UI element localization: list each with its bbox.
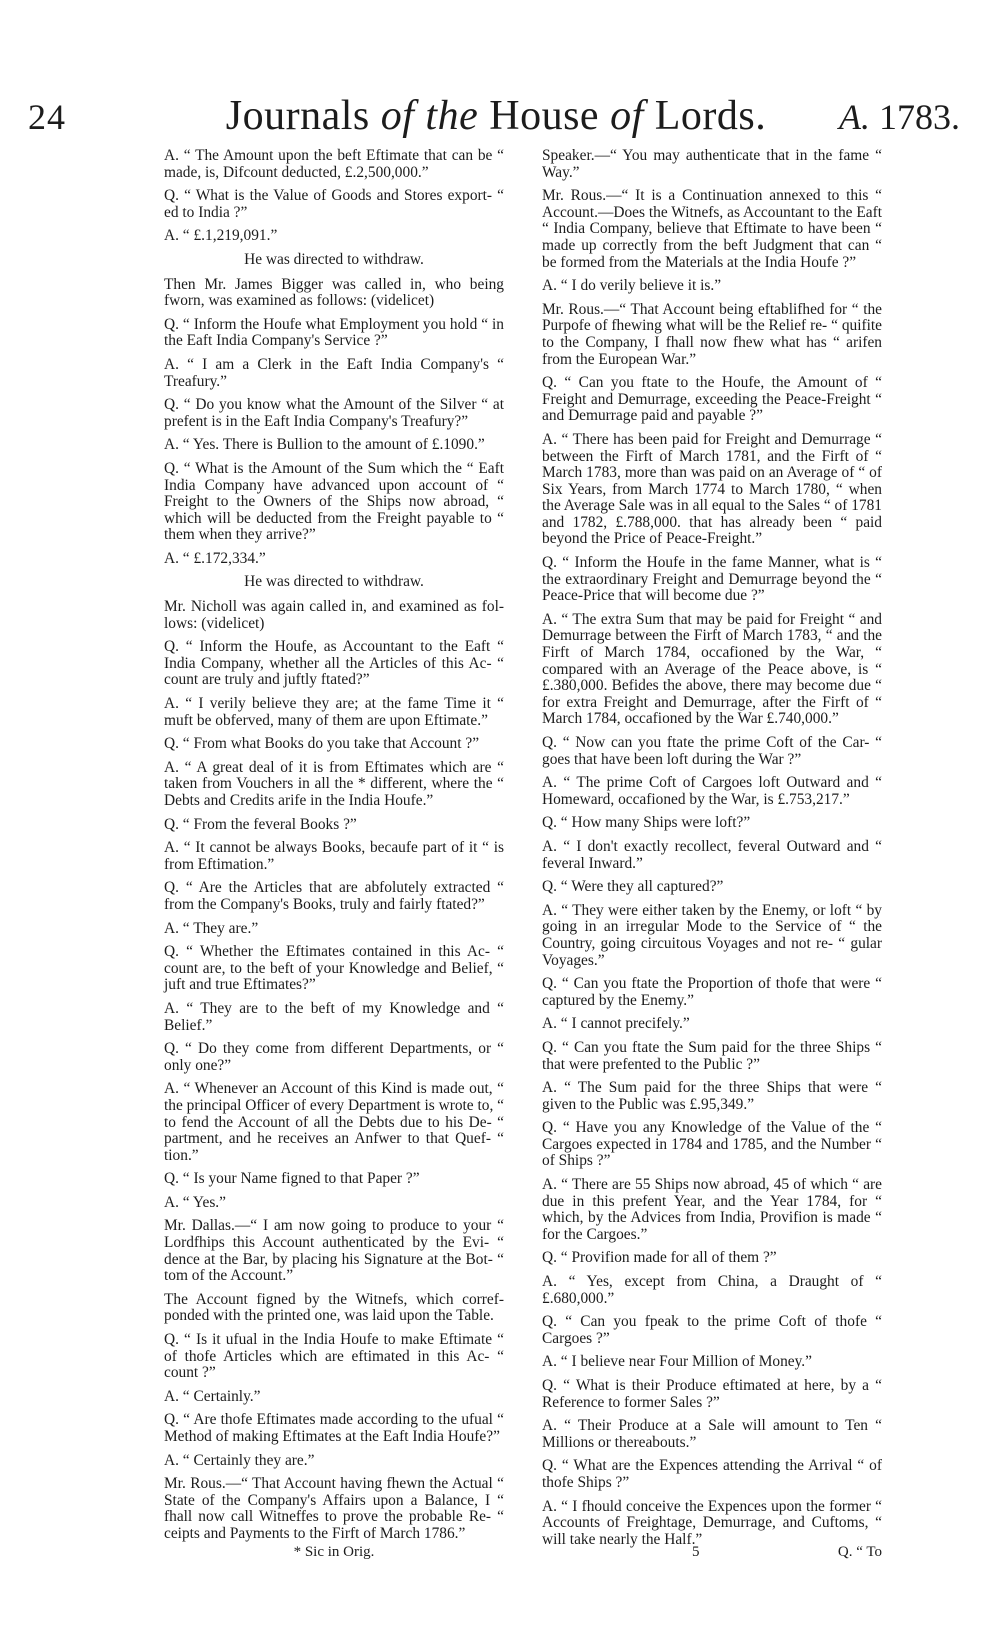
paragraph: Q. “ Do you know what the Amount of the Silver “ at prefent is in the Eaft India Company's Treafury?” bbox=[164, 396, 504, 430]
paragraph: A. “ Yes, except from China, a Draught of “ £.680,000.” bbox=[542, 1273, 882, 1307]
paragraph: Speaker.—“ You may authenticate that in the fame “ Way.” bbox=[542, 147, 882, 181]
page-foot-right bbox=[542, 1544, 882, 1561]
paragraph: Q. “ Can you ftate the Sum paid for the three Ships “ that were prefented to the Public ?” bbox=[542, 1038, 882, 1073]
paragraph: A. “ The extra Sum that may be paid for Freight “ and Demurrage between the Firft of March 1783, “ and the Firft of March 1784, occafioned by the War, “ compared with an Average of the Peace above, is “ £.380,000. Befides the above, there may become due “ for extra Freight and Demurrage, after the Firft of “ March 1784, occafioned by the War £.740,000.” bbox=[542, 610, 882, 728]
title-word-lords: Lords. bbox=[654, 93, 767, 139]
paragraph: Q. “ Is your Name figned to that Paper ?” bbox=[164, 1170, 420, 1188]
paragraph: A. “ A great deal of it is from Eftimates which are “ taken from Vouchers in all the * different, where the “ Debts and Credits arife in the India Houfe.” bbox=[164, 758, 504, 809]
footnote: * Sic in Orig. bbox=[293, 1544, 375, 1560]
paragraph: A. “ It cannot be always Books, becaufe part of it “ is from Eftimation.” bbox=[164, 839, 504, 873]
year-heading bbox=[839, 96, 960, 138]
paragraph: Mr. Rous.—“ It is a Continuation annexed to this “ Account.—Does the Witnefs, as Accountant to the Eaft “ India Company, believe that Eftimate to have been “ made up correctly from the beft Judgment that can “ be formed from the Materials at the India Houfe ?” bbox=[542, 187, 882, 271]
paragraph: Q. “ Inform the Houfe, as Accountant to the Eaft “ India Company, whether all the Articles of this Ac- “ count are truly and juftly ftated?” bbox=[164, 638, 504, 689]
right-column bbox=[542, 148, 882, 1555]
page-number: 24 bbox=[28, 97, 66, 137]
paragraph: Q. “ Now can you ftate the prime Coft of the Car- “ goes that have been loft during the War ?” bbox=[542, 734, 882, 768]
paragraph: Q. “ Whether the Eftimates contained in this Ac- “ count are, to the beft of your Knowledge and Belief, “ juft and true Eftimates?” bbox=[164, 943, 504, 994]
paragraph: Mr. Nicholl was again called in, and examined as fol- lows: (videlicet) bbox=[164, 598, 504, 632]
title-word-the: the bbox=[425, 93, 479, 139]
paragraph: A. “ Certainly they are.” bbox=[164, 1451, 315, 1469]
paragraph: A. “ There has been paid for Freight and Demurrage “ between the Firft of March 1781, and the Firft of “ March 1783, more than was paid on an Average of “ of Six Years, from March 1774 to March 1780, “ when the Average Sale was in all equal to the Sales “ of 1781 and 1782, £.788,000. that has already been “ paid beyond the Price of Peace-Freight.” bbox=[542, 430, 882, 548]
title-word-of: of bbox=[380, 93, 415, 139]
paragraph: Q. “ From what Books do you take that Account ?” bbox=[164, 735, 480, 753]
paragraph: Q. “ What is their Produce eftimated at here, by a “ Reference to former Sales ?” bbox=[542, 1377, 882, 1411]
year-value: 1783. bbox=[879, 97, 960, 137]
paragraph: Q. “ Is it ufual in the India Houfe to make Eftimate “ of thofe Articles which are eftimated in this Ac- “ count ?” bbox=[164, 1331, 504, 1382]
paragraph: A. “ Certainly.” bbox=[164, 1387, 261, 1405]
paragraph: A. “ I am a Clerk in the Eaft India Company's “ Treafury.” bbox=[164, 355, 504, 390]
paragraph: Q. “ Do they come from different Departments, or “ only one?” bbox=[164, 1040, 504, 1074]
paragraph: A. “ Yes.” bbox=[164, 1193, 226, 1211]
paragraph: A. “ They are.” bbox=[164, 919, 259, 937]
paragraph: A. “ Yes. There is Bullion to the amount of £.1090.” bbox=[164, 436, 485, 454]
paragraph: Mr. Rous.—“ That Account being eftablifhed for “ the Purpofe of fhewing what will be the Relief re- “ quifite to the Company, I fhall now fhew what has “ arifen from the European War.” bbox=[542, 300, 882, 368]
paragraph: A. “ I verily believe they are; at the fame Time it “ muft be obferved, many of them are upon Eftimate.” bbox=[164, 695, 504, 729]
paragraph: He was directed to withdraw. bbox=[244, 250, 424, 268]
paragraph: A. “ The Sum paid for the three Ships that were “ given to the Public was £.95,349.” bbox=[542, 1079, 882, 1113]
paragraph: Q. “ Provifion made for all of them ?” bbox=[542, 1249, 777, 1267]
paragraph: Q. “ Can you ftate the Proportion of thofe that were “ captured by the Enemy.” bbox=[542, 975, 882, 1009]
paragraph: Then Mr. James Bigger was called in, who being fworn, was examined as follows: (videlicet) bbox=[164, 275, 504, 310]
paragraph: A. “ £.1,219,091.” bbox=[164, 227, 278, 245]
paragraph: A. “ They were either taken by the Enemy, or loft “ by going in an irregular Mode to the Service of “ the Country, going circuitous Voyages and not re- “ gular Voyages.” bbox=[542, 901, 882, 969]
paragraph: Q. “ Inform the Houfe in the fame Manner, what is “ the extraordinary Freight and Demurrage beyond the “ Peace-Price that will become due ?” bbox=[542, 554, 882, 605]
paragraph: Mr. Rous.—“ That Account having fhewn the Actual “ State of the Company's Affairs upon a Balance, I “ fhall now call Witneffes to prove the probable Re- “ ceipts and Payments to the Firft of March 1786.” bbox=[164, 1475, 504, 1542]
paragraph: A. “ The prime Coft of Cargoes loft Outward and “ Homeward, occafioned by the War, is £.753,217.” bbox=[542, 774, 882, 808]
paragraph: He was directed to withdraw. bbox=[244, 573, 424, 591]
paragraph: A. “ I do verily believe it is.” bbox=[542, 277, 722, 295]
paragraph: Q. “ What is the Value of Goods and Stores export- “ ed to India ?” bbox=[164, 187, 504, 221]
catch-word: Q. “ To bbox=[837, 1544, 882, 1560]
paragraph: A. “ There are 55 Ships now abroad, 45 of which “ are due in this prefent Year, and the Year 1784, for “ which, by the Advices from India, Provifion is made “ for the Cargoes.” bbox=[542, 1176, 882, 1243]
paragraph: Q. “ Can you ftate to the Houfe, the Amount of “ Freight and Demurrage, exceeding the Peace-Freight “ and Demurrage paid and payable ?” bbox=[542, 374, 882, 425]
paragraph: A. “ £.172,334.” bbox=[164, 549, 266, 567]
paragraph: A. “ They are to the beft of my Knowledge and “ Belief.” bbox=[164, 999, 504, 1034]
paragraph: A. “ Their Produce at a Sale will amount to Ten “ Millions or thereabouts.” bbox=[542, 1417, 882, 1451]
year-prefix: A. bbox=[839, 97, 870, 137]
paragraph: Q. “ Have you any Knowledge of the Value of the “ Cargoes expected in 1784 and 1785, and the Number “ of Ships ?” bbox=[542, 1119, 882, 1170]
paragraph: A. “ I believe near Four Million of Money.” bbox=[542, 1353, 812, 1371]
paragraph: Q. “ Are thofe Eftimates made according to the ufual “ Method of making Eftimates at the Eaft India Houfe?” bbox=[164, 1411, 504, 1445]
paragraph: A. “ The Amount upon the beft Eftimate that can be “ made, is, Difcount deducted, £.2,500,000.” bbox=[164, 147, 504, 181]
left-column bbox=[164, 148, 504, 1550]
signature-mark: 5 bbox=[692, 1544, 700, 1560]
paragraph: A. “ I fhould conceive the Expences upon the former “ Accounts of Freightage, Demurrage, and Cuftoms, “ will take nearly the Half.” bbox=[542, 1497, 882, 1548]
paragraph: A. “ I don't exactly recollect, feveral Outward and “ feveral Inward.” bbox=[542, 837, 882, 872]
title-word-journals: Journals bbox=[225, 93, 370, 139]
paragraph: Q. “ Inform the Houfe what Employment you hold “ in the Eaft India Company's Service ?” bbox=[164, 315, 504, 350]
title-word-of-2: of bbox=[610, 93, 644, 139]
paragraph: Mr. Dallas.—“ I am now going to produce to your “ Lordfhips this Account authenticated by the Evi- “ dence at the Bar, by placing his Signature at the Bot- “ tom of the Account.” bbox=[164, 1217, 504, 1285]
paragraph: Q. “ Were they all captured?” bbox=[542, 878, 724, 896]
paragraph: Q. “ Are the Articles that are abfolutely extracted “ from the Company's Books, truly and fairly ftated?” bbox=[164, 879, 504, 913]
paragraph: Q. “ How many Ships were loft?” bbox=[542, 814, 751, 832]
paragraph: Q. “ What is the Amount of the Sum which the “ Eaft India Company have advanced upon account of “ Freight to the Owners of the Ships now abroad, “ which will be deducted from the Freight payable to “ them when they arrive?” bbox=[164, 459, 504, 544]
paragraph: Q. “ Can you fpeak to the prime Coft of thofe “ Cargoes ?” bbox=[542, 1313, 882, 1347]
paragraph: Q. “ From the feveral Books ?” bbox=[164, 815, 357, 833]
paragraph: A. “ Whenever an Account of this Kind is made out, “ the principal Officer of every Department is wrote to, “ to fend the Account of all the Debts due to his De- “ partment, and he receives an Anfwer to that Quef- “ tion.” bbox=[164, 1080, 504, 1164]
paragraph: A. “ I cannot precifely.” bbox=[542, 1015, 690, 1033]
paragraph: Q. “ What are the Expences attending the Arrival “ of thofe Ships ?” bbox=[542, 1457, 882, 1491]
title-word-house: House bbox=[489, 93, 600, 139]
paragraph: The Account figned by the Witnefs, which corref- ponded with the printed one, was laid upon the Table. bbox=[164, 1290, 504, 1325]
